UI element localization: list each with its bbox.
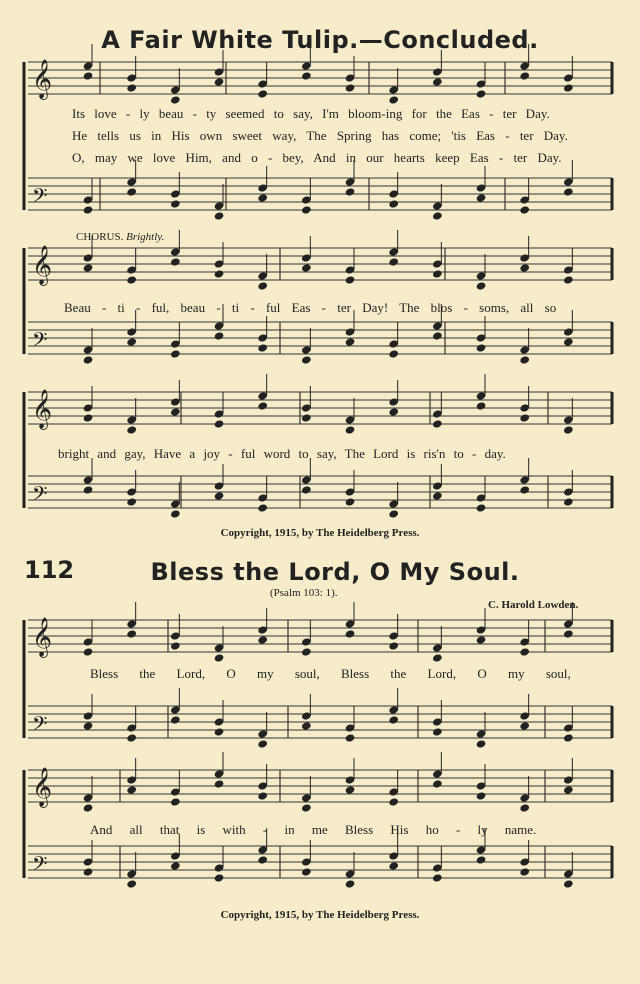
note-head <box>257 401 268 410</box>
note-head <box>476 739 487 748</box>
note-head <box>519 355 530 364</box>
note-head <box>432 491 443 500</box>
note-head <box>126 879 137 888</box>
note-head <box>345 83 356 92</box>
note-head <box>563 337 574 346</box>
hymn-111-copyright: Copyright, 1915, by The Heidelberg Press. <box>220 527 420 539</box>
bass-clef-icon: 𝄢 <box>32 712 48 740</box>
note-head <box>170 199 181 208</box>
note-head <box>126 629 137 638</box>
chorus-label <box>76 231 164 243</box>
note-head <box>388 715 399 724</box>
bass-clef-icon: 𝄢 <box>32 184 48 212</box>
note-head <box>301 263 312 272</box>
treble-clef-icon: 𝄞 <box>32 389 53 429</box>
note-head <box>257 193 268 202</box>
verse-3-lyrics: O, may we love Him, and o - bey, And in our hearts keep Eas - ter Day. <box>72 150 562 165</box>
note-head <box>563 83 574 92</box>
note-head <box>301 867 312 876</box>
note-head <box>345 879 356 888</box>
note-head <box>301 413 312 422</box>
note-head <box>214 653 225 662</box>
note-head <box>126 425 137 434</box>
treble-clef-icon: 𝄞 <box>32 617 53 657</box>
note-head <box>476 89 487 98</box>
note-head <box>83 485 94 494</box>
note-head <box>388 407 399 416</box>
note-head <box>214 77 225 86</box>
note-head <box>388 509 399 518</box>
chorus-label-text: CHORUS. <box>76 231 124 243</box>
note-head <box>126 785 137 794</box>
note-head <box>432 873 443 882</box>
note-head <box>519 721 530 730</box>
note-head <box>170 509 181 518</box>
note-head <box>301 647 312 656</box>
note-head <box>170 349 181 358</box>
note-head <box>301 355 312 364</box>
note-head <box>519 263 530 272</box>
bass-clef-icon: 𝄢 <box>32 328 48 356</box>
note-head <box>476 281 487 290</box>
note-head <box>519 803 530 812</box>
note-head <box>83 355 94 364</box>
note-head <box>432 419 443 428</box>
note-head <box>83 413 94 422</box>
note-head <box>388 199 399 208</box>
note-head <box>476 401 487 410</box>
note-head <box>388 349 399 358</box>
treble-clef-icon: 𝄞 <box>32 767 53 807</box>
hymn-112-line-2: And all that is with - in me Bless His ho - ly name. <box>90 822 537 837</box>
note-head <box>388 95 399 104</box>
note-head <box>83 205 94 214</box>
note-head <box>519 413 530 422</box>
hymn-112-title: Bless the Lord, O My Soul. <box>150 558 520 586</box>
note-head <box>432 653 443 662</box>
note-head <box>214 873 225 882</box>
note-head <box>257 739 268 748</box>
note-head <box>388 641 399 650</box>
note-head <box>519 205 530 214</box>
note-head <box>432 331 443 340</box>
note-head <box>476 855 487 864</box>
note-head <box>214 269 225 278</box>
note-head <box>388 797 399 806</box>
note-head <box>432 269 443 278</box>
hymn-number: 112 <box>24 556 75 584</box>
note-head <box>301 205 312 214</box>
hymn-112-line-1: Bless the Lord, O my soul, Bless the Lord, O my soul, <box>90 666 571 681</box>
note-head <box>432 77 443 86</box>
note-head <box>214 491 225 500</box>
note-head <box>432 779 443 788</box>
note-head <box>563 425 574 434</box>
note-head <box>83 721 94 730</box>
note-head <box>519 867 530 876</box>
scripture-reference: (Psalm 103: 1). <box>270 587 338 599</box>
composer: C. Harold Lowden. <box>488 599 579 611</box>
bass-clef-icon: 𝄢 <box>32 482 48 510</box>
note-head <box>345 497 356 506</box>
note-head <box>476 343 487 352</box>
note-head <box>170 407 181 416</box>
note-head <box>83 71 94 80</box>
note-head <box>126 497 137 506</box>
note-head <box>214 331 225 340</box>
chorus-line-2: bright and gay, Have a joy - ful word to say, The Lord is ris'n to - day. <box>58 446 506 461</box>
note-head <box>214 779 225 788</box>
note-head <box>519 71 530 80</box>
note-head <box>257 855 268 864</box>
note-head <box>563 187 574 196</box>
verse-1-lyrics: Its love - ly beau - ty seemed to say, I'm bloom-ing for the Eas - ter Day. <box>72 106 550 121</box>
note-head <box>83 803 94 812</box>
note-head <box>170 715 181 724</box>
note-head <box>170 257 181 266</box>
note-head <box>257 89 268 98</box>
note-head <box>388 257 399 266</box>
note-head <box>345 733 356 742</box>
note-head <box>214 211 225 220</box>
note-head <box>257 503 268 512</box>
note-head <box>432 727 443 736</box>
note-head <box>345 425 356 434</box>
verse-2-lyrics: He tells us in His own sweet way, The Spring has come; 'tis Eas - ter Day. <box>72 128 568 143</box>
note-head <box>388 861 399 870</box>
note-head <box>345 275 356 284</box>
note-head <box>126 83 137 92</box>
note-head <box>126 337 137 346</box>
note-head <box>301 803 312 812</box>
note-head <box>519 485 530 494</box>
note-head <box>257 281 268 290</box>
note-head <box>214 727 225 736</box>
note-head <box>301 721 312 730</box>
note-head <box>345 187 356 196</box>
note-head <box>345 785 356 794</box>
treble-clef-icon: 𝄞 <box>32 245 53 285</box>
note-head <box>563 733 574 742</box>
note-head <box>83 647 94 656</box>
note-head <box>126 733 137 742</box>
note-head <box>170 861 181 870</box>
note-head <box>476 635 487 644</box>
note-head <box>214 419 225 428</box>
note-head <box>563 629 574 638</box>
note-head <box>126 187 137 196</box>
note-head <box>257 635 268 644</box>
note-head <box>345 337 356 346</box>
note-head <box>257 791 268 800</box>
note-head <box>432 211 443 220</box>
note-head <box>563 785 574 794</box>
note-head <box>563 879 574 888</box>
note-head <box>257 343 268 352</box>
note-head <box>170 641 181 650</box>
note-head <box>83 867 94 876</box>
hymn-111-title: A Fair White Tulip.—Concluded. <box>101 26 539 54</box>
note-head <box>301 485 312 494</box>
note-head <box>476 503 487 512</box>
bass-clef-icon: 𝄢 <box>32 852 48 880</box>
note-head <box>519 647 530 656</box>
note-head <box>83 263 94 272</box>
note-head <box>170 95 181 104</box>
note-head <box>345 629 356 638</box>
note-head <box>476 193 487 202</box>
chorus-tempo: Brightly. <box>126 231 165 243</box>
note-head <box>476 791 487 800</box>
note-head <box>563 497 574 506</box>
note-head <box>563 275 574 284</box>
note-head <box>170 797 181 806</box>
hymn-112-copyright: Copyright, 1915, by The Heidelberg Press. <box>220 909 420 921</box>
chorus-line-1: Beau - ti - ful, beau - ti - ful Eas - ter Day! The blos - soms, all so <box>64 300 557 315</box>
treble-clef-icon: 𝄞 <box>32 59 53 99</box>
note-head <box>301 71 312 80</box>
note-head <box>126 275 137 284</box>
